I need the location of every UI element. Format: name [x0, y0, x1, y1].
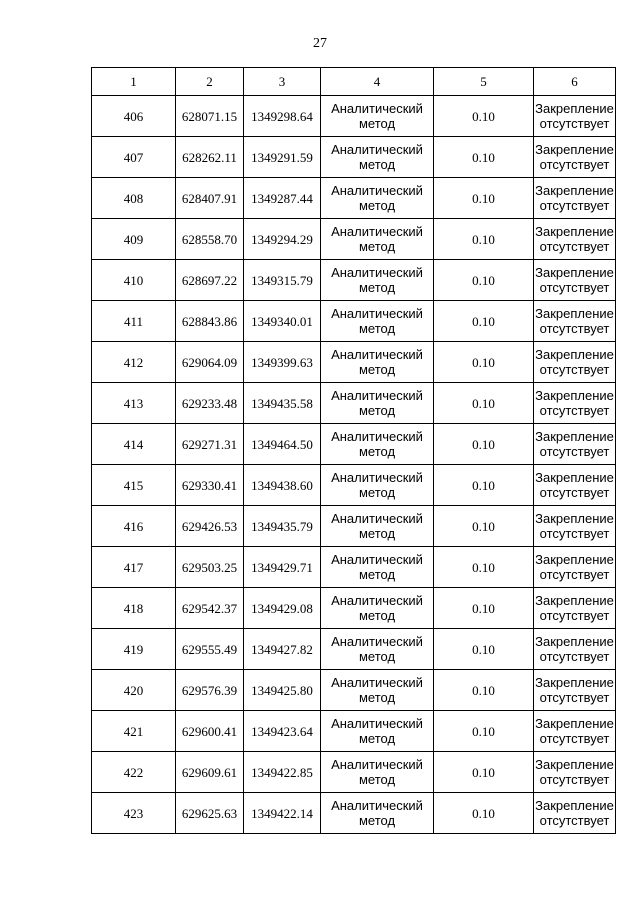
fixing-line: отсутствует: [539, 731, 610, 746]
coordinate-y-cell: 1349427.82: [244, 629, 321, 670]
fixing-line: отсутствует: [539, 116, 610, 131]
coordinate-x-cell: 628262.11: [176, 137, 244, 178]
method-line: Аналитический: [331, 716, 423, 731]
coordinate-y-cell: 1349291.59: [244, 137, 321, 178]
method-line: метод: [358, 731, 396, 746]
accuracy-cell: 0.10: [434, 260, 534, 301]
method-line: Аналитический: [331, 470, 423, 485]
point-number-cell: 418: [92, 588, 176, 629]
accuracy-cell: 0.10: [434, 383, 534, 424]
point-number-cell: 406: [92, 96, 176, 137]
point-number-cell: 412: [92, 342, 176, 383]
fixing-line: Закрепление: [535, 429, 614, 444]
accuracy-cell: 0.10: [434, 588, 534, 629]
fixing-line: отсутствует: [539, 608, 610, 623]
accuracy-cell: 0.10: [434, 424, 534, 465]
coordinate-y-cell: 1349399.63: [244, 342, 321, 383]
method-cell: [321, 547, 434, 588]
method-line: Аналитический: [331, 306, 423, 321]
fixing-line: Закрепление: [535, 388, 614, 403]
fixing-line: отсутствует: [539, 813, 610, 828]
accuracy-cell: 0.10: [434, 752, 534, 793]
method-cell: [321, 752, 434, 793]
table-row: [92, 752, 616, 793]
method-line: Аналитический: [331, 183, 423, 198]
method-cell: [321, 629, 434, 670]
point-number-cell: 421: [92, 711, 176, 752]
table-row: [92, 383, 616, 424]
table-row: [92, 629, 616, 670]
accuracy-cell: 0.10: [434, 178, 534, 219]
method-line: метод: [358, 649, 396, 664]
method-cell: [321, 383, 434, 424]
fixing-line: отсутствует: [539, 649, 610, 664]
fixing-line: Закрепление: [535, 306, 614, 321]
fixing-cell: [534, 547, 616, 588]
method-line: метод: [358, 362, 396, 377]
table-row: [92, 670, 616, 711]
coordinate-x-cell: 629542.37: [176, 588, 244, 629]
fixing-line: отсутствует: [539, 485, 610, 500]
coordinate-x-cell: 629271.31: [176, 424, 244, 465]
coordinate-x-cell: 629330.41: [176, 465, 244, 506]
accuracy-cell: 0.10: [434, 301, 534, 342]
fixing-line: Закрепление: [535, 798, 614, 813]
coordinate-y-cell: 1349438.60: [244, 465, 321, 506]
method-cell: [321, 178, 434, 219]
method-cell: [321, 506, 434, 547]
method-cell: [321, 137, 434, 178]
method-line: Аналитический: [331, 798, 423, 813]
fixing-line: Закрепление: [535, 101, 614, 116]
fixing-cell: [534, 465, 616, 506]
method-cell: [321, 424, 434, 465]
method-line: Аналитический: [331, 675, 423, 690]
coordinate-y-cell: 1349422.85: [244, 752, 321, 793]
fixing-line: Закрепление: [535, 757, 614, 772]
fixing-cell: [534, 178, 616, 219]
coordinate-x-cell: 629064.09: [176, 342, 244, 383]
coordinate-x-cell: 628697.22: [176, 260, 244, 301]
method-cell: [321, 219, 434, 260]
method-line: Аналитический: [331, 429, 423, 444]
point-number-cell: 407: [92, 137, 176, 178]
fixing-cell: [534, 137, 616, 178]
fixing-cell: [534, 219, 616, 260]
method-line: Аналитический: [331, 552, 423, 567]
coordinate-y-cell: 1349287.44: [244, 178, 321, 219]
method-line: метод: [358, 690, 396, 705]
table-row: [92, 547, 616, 588]
fixing-line: отсутствует: [539, 772, 610, 787]
point-number-cell: 423: [92, 793, 176, 834]
fixing-cell: [534, 506, 616, 547]
method-line: метод: [358, 321, 396, 336]
fixing-line: Закрепление: [535, 552, 614, 567]
coordinate-x-cell: 629426.53: [176, 506, 244, 547]
method-line: метод: [358, 608, 396, 623]
coordinate-x-cell: 628843.86: [176, 301, 244, 342]
page-number: 27: [313, 36, 327, 51]
fixing-cell: [534, 424, 616, 465]
coordinate-y-cell: 1349435.79: [244, 506, 321, 547]
method-cell: [321, 260, 434, 301]
accuracy-cell: 0.10: [434, 506, 534, 547]
table-row: [92, 260, 616, 301]
fixing-line: отсутствует: [539, 362, 610, 377]
coordinate-y-cell: 1349425.80: [244, 670, 321, 711]
fixing-cell: [534, 342, 616, 383]
method-cell: [321, 96, 434, 137]
method-line: метод: [358, 198, 396, 213]
coordinate-x-cell: 628558.70: [176, 219, 244, 260]
point-number-cell: 414: [92, 424, 176, 465]
fixing-cell: [534, 260, 616, 301]
point-number-cell: 416: [92, 506, 176, 547]
method-line: Аналитический: [331, 142, 423, 157]
fixing-line: Закрепление: [535, 634, 614, 649]
fixing-line: Закрепление: [535, 183, 614, 198]
method-line: Аналитический: [331, 347, 423, 362]
method-line: метод: [358, 239, 396, 254]
coordinates-table: [91, 67, 616, 834]
table-row: [92, 137, 616, 178]
fixing-line: Закрепление: [535, 142, 614, 157]
table-row: [92, 711, 616, 752]
method-line: метод: [358, 485, 396, 500]
table-row: [92, 588, 616, 629]
method-cell: [321, 342, 434, 383]
point-number-cell: 410: [92, 260, 176, 301]
column-header: 2: [176, 68, 244, 96]
column-header: 5: [434, 68, 534, 96]
method-cell: [321, 301, 434, 342]
fixing-line: отсутствует: [539, 567, 610, 582]
method-cell: [321, 465, 434, 506]
point-number-cell: 422: [92, 752, 176, 793]
coordinate-y-cell: 1349340.01: [244, 301, 321, 342]
accuracy-cell: 0.10: [434, 219, 534, 260]
coordinate-x-cell: 629503.25: [176, 547, 244, 588]
column-header: 1: [92, 68, 176, 96]
method-line: метод: [358, 280, 396, 295]
column-header: 4: [321, 68, 434, 96]
coordinate-y-cell: 1349298.64: [244, 96, 321, 137]
table-body: [92, 96, 616, 834]
accuracy-cell: 0.10: [434, 629, 534, 670]
fixing-cell: [534, 96, 616, 137]
table-row: [92, 465, 616, 506]
fixing-line: Закрепление: [535, 675, 614, 690]
method-line: Аналитический: [331, 511, 423, 526]
fixing-cell: [534, 711, 616, 752]
method-cell: [321, 793, 434, 834]
fixing-line: отсутствует: [539, 239, 610, 254]
method-cell: [321, 588, 434, 629]
fixing-line: Закрепление: [535, 470, 614, 485]
fixing-cell: [534, 793, 616, 834]
method-line: Аналитический: [331, 224, 423, 239]
coordinate-x-cell: 629600.41: [176, 711, 244, 752]
fixing-cell: [534, 670, 616, 711]
accuracy-cell: 0.10: [434, 137, 534, 178]
coordinate-x-cell: 629233.48: [176, 383, 244, 424]
method-line: Аналитический: [331, 265, 423, 280]
method-line: Аналитический: [331, 757, 423, 772]
accuracy-cell: 0.10: [434, 711, 534, 752]
fixing-line: отсутствует: [539, 403, 610, 418]
table-row: [92, 178, 616, 219]
point-number-cell: 420: [92, 670, 176, 711]
accuracy-cell: 0.10: [434, 793, 534, 834]
coordinate-y-cell: 1349294.29: [244, 219, 321, 260]
point-number-cell: 419: [92, 629, 176, 670]
coordinate-y-cell: 1349315.79: [244, 260, 321, 301]
table-row: [92, 506, 616, 547]
fixing-line: Закрепление: [535, 716, 614, 731]
coordinate-x-cell: 628071.15: [176, 96, 244, 137]
table-row: [92, 301, 616, 342]
column-header: 3: [244, 68, 321, 96]
coordinate-y-cell: 1349422.14: [244, 793, 321, 834]
point-number-cell: 408: [92, 178, 176, 219]
point-number-cell: 417: [92, 547, 176, 588]
table-header: [92, 68, 616, 96]
fixing-line: отсутствует: [539, 444, 610, 459]
coordinate-x-cell: 629625.63: [176, 793, 244, 834]
point-number-cell: 415: [92, 465, 176, 506]
method-line: Аналитический: [331, 634, 423, 649]
coordinate-x-cell: 629576.39: [176, 670, 244, 711]
fixing-cell: [534, 629, 616, 670]
table-row: [92, 219, 616, 260]
method-line: метод: [358, 444, 396, 459]
accuracy-cell: 0.10: [434, 547, 534, 588]
fixing-line: отсутствует: [539, 280, 610, 295]
column-header: 6: [534, 68, 616, 96]
header-row: [92, 68, 616, 96]
method-line: метод: [358, 813, 396, 828]
method-cell: [321, 711, 434, 752]
fixing-cell: [534, 588, 616, 629]
method-line: метод: [358, 772, 396, 787]
coordinate-y-cell: 1349423.64: [244, 711, 321, 752]
fixing-line: Закрепление: [535, 265, 614, 280]
method-line: метод: [358, 116, 396, 131]
fixing-line: отсутствует: [539, 198, 610, 213]
method-line: метод: [358, 157, 396, 172]
method-line: метод: [358, 526, 396, 541]
table-row: [92, 342, 616, 383]
accuracy-cell: 0.10: [434, 342, 534, 383]
method-cell: [321, 670, 434, 711]
fixing-cell: [534, 301, 616, 342]
coordinate-y-cell: 1349429.71: [244, 547, 321, 588]
fixing-cell: [534, 752, 616, 793]
coordinate-x-cell: 629609.61: [176, 752, 244, 793]
fixing-line: Закрепление: [535, 511, 614, 526]
method-line: метод: [358, 403, 396, 418]
fixing-line: отсутствует: [539, 157, 610, 172]
coordinate-y-cell: 1349464.50: [244, 424, 321, 465]
method-line: Аналитический: [331, 593, 423, 608]
fixing-line: отсутствует: [539, 690, 610, 705]
fixing-line: отсутствует: [539, 526, 610, 541]
table-row: [92, 424, 616, 465]
method-line: Аналитический: [331, 101, 423, 116]
coordinate-x-cell: 628407.91: [176, 178, 244, 219]
coordinate-y-cell: 1349435.58: [244, 383, 321, 424]
method-line: метод: [358, 567, 396, 582]
coordinate-y-cell: 1349429.08: [244, 588, 321, 629]
accuracy-cell: 0.10: [434, 670, 534, 711]
fixing-line: Закрепление: [535, 347, 614, 362]
table-row: [92, 793, 616, 834]
fixing-line: Закрепление: [535, 224, 614, 239]
point-number-cell: 413: [92, 383, 176, 424]
fixing-line: Закрепление: [535, 593, 614, 608]
fixing-cell: [534, 383, 616, 424]
accuracy-cell: 0.10: [434, 465, 534, 506]
table-row: [92, 96, 616, 137]
point-number-cell: 411: [92, 301, 176, 342]
fixing-line: отсутствует: [539, 321, 610, 336]
method-line: Аналитический: [331, 388, 423, 403]
coordinate-x-cell: 629555.49: [176, 629, 244, 670]
point-number-cell: 409: [92, 219, 176, 260]
accuracy-cell: 0.10: [434, 96, 534, 137]
